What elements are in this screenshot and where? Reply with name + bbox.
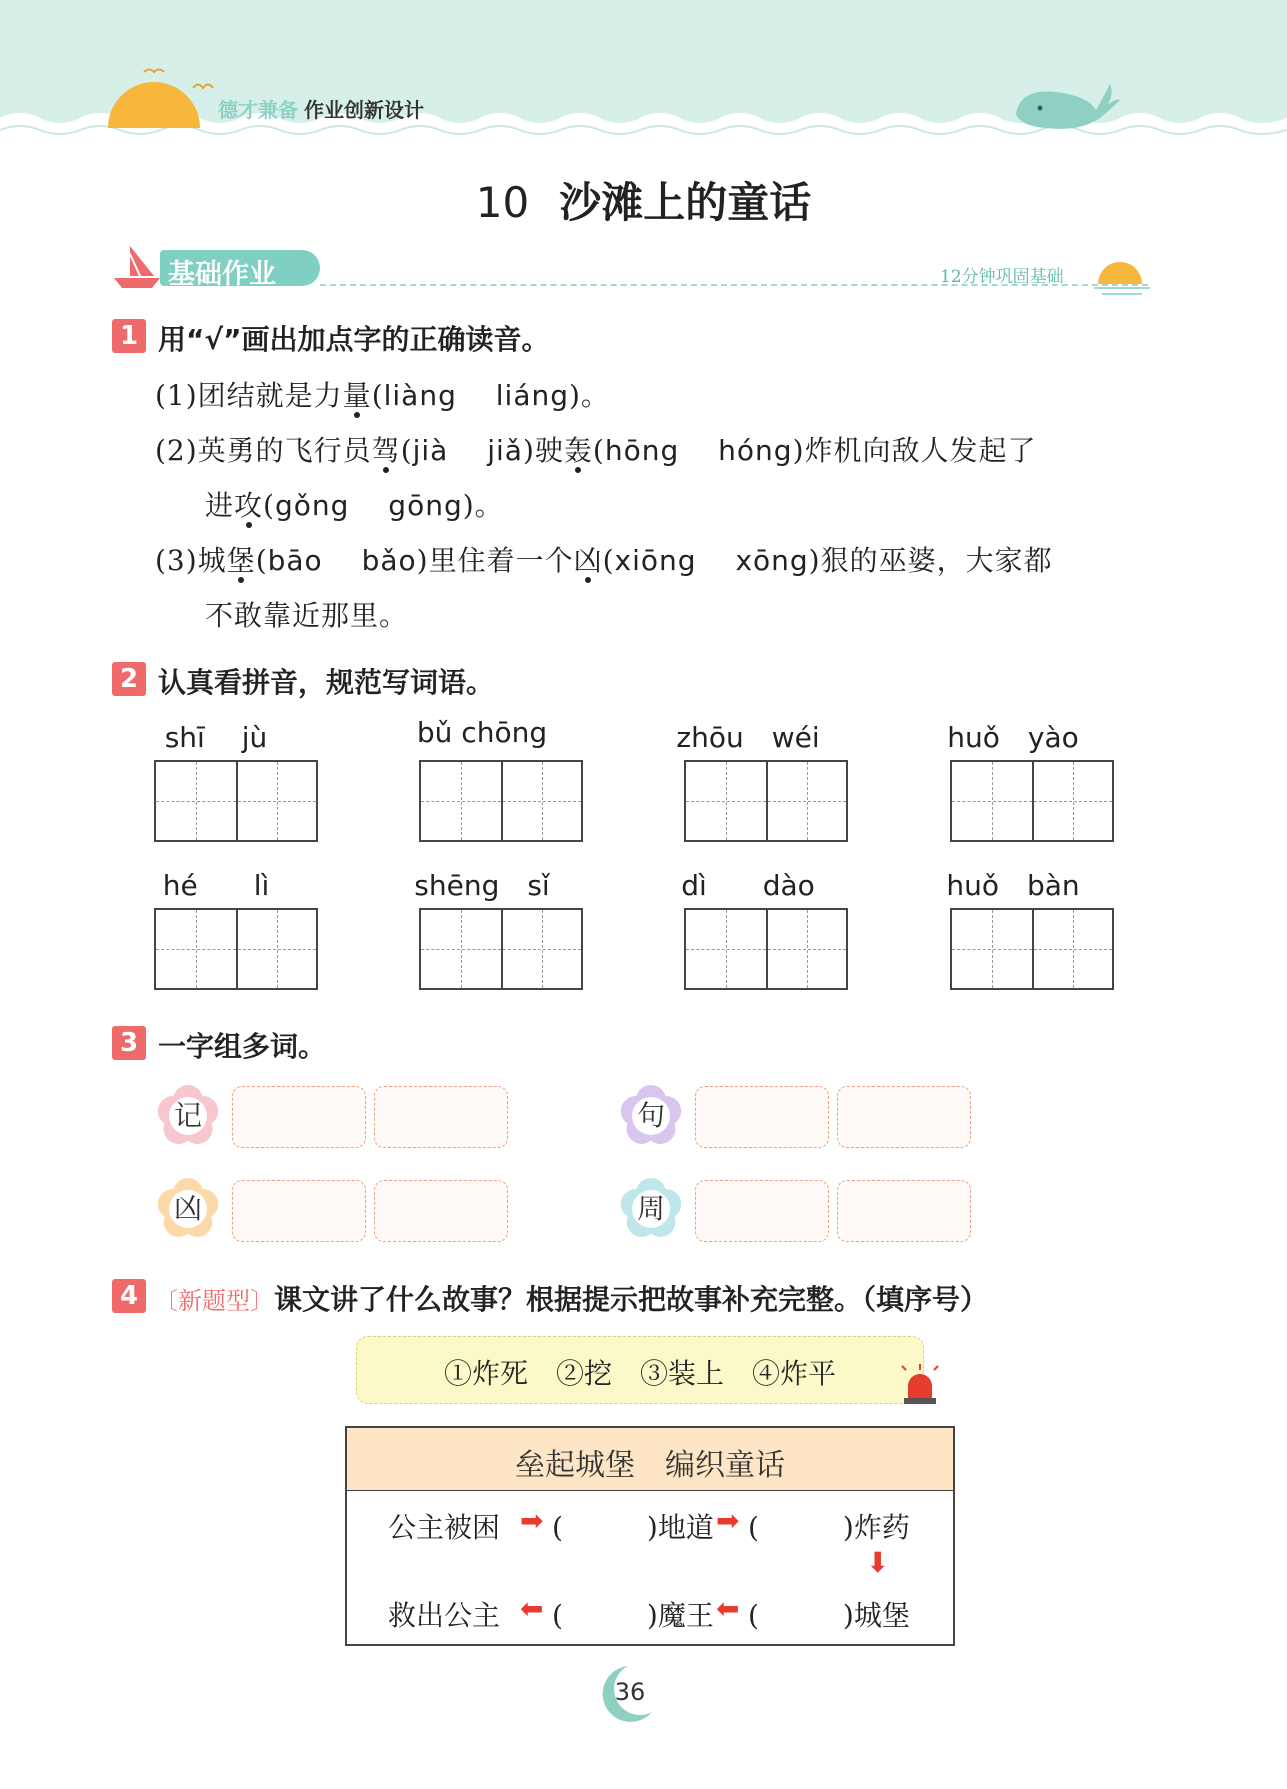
bird-icon bbox=[192, 80, 214, 92]
q1-text: ( bbox=[592, 434, 605, 467]
q4-prompt: 课文讲了什么故事？根据提示把故事补充完整。（填序号） bbox=[274, 1283, 989, 1316]
story-blank[interactable]: ( )炸药 bbox=[748, 1511, 910, 1544]
arrow-left-icon: ⬅ bbox=[520, 1592, 544, 1625]
lesson-name: 沙滩上的童话 bbox=[559, 178, 812, 227]
pinyin-label: hé lì bbox=[162, 869, 270, 902]
q1-text: )里住着一个 bbox=[416, 544, 574, 577]
grid-cell[interactable] bbox=[952, 910, 1032, 988]
writing-grid[interactable] bbox=[154, 760, 318, 842]
arrow-down-icon: ⬇ bbox=[866, 1546, 890, 1579]
timer-label: 12分钟巩固基础 bbox=[940, 267, 1064, 287]
answer-box[interactable] bbox=[232, 1180, 366, 1242]
pinyin-label: zhōu wéi bbox=[676, 721, 820, 754]
writing-grid[interactable] bbox=[684, 908, 848, 990]
q1-text: (2)英勇的飞行员 bbox=[155, 434, 372, 467]
pinyin-label: shī jù bbox=[164, 721, 268, 754]
q1-text: )狠的巫婆，大家都 bbox=[808, 544, 1053, 577]
q3-char: 记 bbox=[173, 1099, 202, 1132]
answer-box[interactable] bbox=[837, 1086, 971, 1148]
dotted-char: 轰 bbox=[563, 434, 593, 467]
sailboat-icon bbox=[110, 242, 162, 290]
grid-cell[interactable] bbox=[1032, 762, 1112, 840]
brand-primary: 德才兼备 bbox=[218, 98, 298, 122]
sun-icon bbox=[104, 62, 204, 132]
pinyin-label: huǒ bàn bbox=[946, 869, 1080, 902]
q3-char: 周 bbox=[636, 1192, 665, 1225]
story-blank[interactable]: ( )城堡 bbox=[748, 1599, 910, 1632]
writing-grid[interactable] bbox=[154, 908, 318, 990]
whale-icon bbox=[1010, 74, 1120, 134]
dotted-char: 量 bbox=[342, 379, 372, 412]
answer-box[interactable] bbox=[374, 1180, 508, 1242]
lesson-title bbox=[0, 170, 1287, 230]
q1-line-2 bbox=[155, 429, 1037, 469]
grid-cell[interactable] bbox=[236, 910, 316, 988]
q1-text: ( bbox=[400, 434, 413, 467]
new-type-tag: 〔新题型〕 bbox=[154, 1287, 274, 1315]
answer-box[interactable] bbox=[837, 1180, 971, 1242]
arrow-left-icon: ⬅ bbox=[716, 1592, 740, 1625]
grid-cell[interactable] bbox=[686, 762, 766, 840]
q1-text: ( bbox=[255, 544, 268, 577]
grid-cell[interactable] bbox=[686, 910, 766, 988]
grid-cell[interactable] bbox=[156, 762, 236, 840]
grid-cell[interactable] bbox=[1032, 910, 1112, 988]
alarm-light-icon bbox=[898, 1360, 942, 1406]
arrow-right-icon: ➡ bbox=[716, 1504, 740, 1537]
q1-text: )。 bbox=[569, 379, 610, 412]
q1-text: ( bbox=[602, 544, 615, 577]
q1-text: 进 bbox=[205, 489, 235, 522]
writing-grid[interactable] bbox=[950, 908, 1114, 990]
q2-prompt: 认真看拼音，规范写词语。 bbox=[158, 666, 495, 699]
story-blank[interactable]: ( )魔王 bbox=[552, 1599, 714, 1632]
grid-cell[interactable] bbox=[501, 910, 581, 988]
q4-prompt-line bbox=[154, 1278, 988, 1318]
grid-cell[interactable] bbox=[766, 910, 846, 988]
pinyin-options[interactable]: jià jiǎ bbox=[412, 434, 523, 467]
story-blank[interactable]: ( )地道 bbox=[552, 1511, 714, 1544]
q3-char: 句 bbox=[636, 1099, 665, 1132]
dotted-char: 堡 bbox=[226, 544, 256, 577]
writing-grid[interactable] bbox=[419, 760, 583, 842]
q1-text: )驶 bbox=[522, 434, 564, 467]
story-step: 公主被困 bbox=[388, 1511, 501, 1544]
grid-cell[interactable] bbox=[766, 762, 846, 840]
q1-text: )炸机向敌人发起了 bbox=[792, 434, 1037, 467]
dotted-char: 攻 bbox=[234, 489, 264, 522]
answer-box[interactable] bbox=[695, 1086, 829, 1148]
q1-number: 1 bbox=[112, 319, 146, 353]
pinyin-options[interactable]: liàng liáng bbox=[383, 379, 569, 412]
grid-cell[interactable] bbox=[952, 762, 1032, 840]
dotted-char: 凶 bbox=[573, 544, 603, 577]
grid-cell[interactable] bbox=[156, 910, 236, 988]
q3-number: 3 bbox=[112, 1026, 146, 1060]
dotted-char: 驾 bbox=[371, 434, 401, 467]
writing-grid[interactable] bbox=[950, 760, 1114, 842]
q3-char: 凶 bbox=[173, 1192, 202, 1225]
section-label: 基础作业 bbox=[168, 259, 276, 290]
brand-title bbox=[218, 94, 424, 123]
q1-line-1 bbox=[155, 374, 610, 414]
q1-text: ( bbox=[371, 379, 384, 412]
brand-secondary: 作业创新设计 bbox=[304, 98, 424, 122]
pinyin-options[interactable]: gǒng gōng bbox=[274, 489, 463, 522]
q4-number: 4 bbox=[112, 1279, 146, 1313]
q1-line-3 bbox=[205, 484, 504, 524]
writing-grid[interactable] bbox=[419, 908, 583, 990]
q2-number: 2 bbox=[112, 662, 146, 696]
grid-cell[interactable] bbox=[421, 762, 501, 840]
writing-grid[interactable] bbox=[684, 760, 848, 842]
pinyin-options[interactable]: hōng hóng bbox=[604, 434, 793, 467]
options-text: ①炸死 ②挖 ③装上 ④炸平 bbox=[443, 1357, 836, 1390]
q1-line-4 bbox=[155, 539, 1053, 579]
pinyin-label: huǒ yào bbox=[947, 721, 1079, 754]
pinyin-options[interactable]: xiōng xōng bbox=[614, 544, 809, 577]
page-number: 36 bbox=[614, 1678, 646, 1706]
arrow-right-icon: ➡ bbox=[520, 1504, 544, 1537]
pinyin-label: shēng sǐ bbox=[414, 869, 550, 902]
grid-cell[interactable] bbox=[421, 910, 501, 988]
grid-cell[interactable] bbox=[501, 762, 581, 840]
pinyin-options[interactable]: bāo bǎo bbox=[267, 544, 417, 577]
grid-cell[interactable] bbox=[236, 762, 316, 840]
answer-box[interactable] bbox=[695, 1180, 829, 1242]
pinyin-label: bǔ chōng bbox=[416, 716, 548, 749]
q1-text: )。 bbox=[462, 489, 504, 522]
story-table-title: 垒起城堡 编织童话 bbox=[515, 1448, 785, 1483]
sunset-icon bbox=[1094, 252, 1150, 298]
q1-text: (3)城 bbox=[155, 544, 227, 577]
q1-text: (1)团结就是力 bbox=[155, 379, 343, 412]
story-step: 救出公主 bbox=[388, 1599, 501, 1632]
q1-prompt: 用“√”画出加点字的正确读音。 bbox=[158, 323, 550, 356]
lesson-number: 10 bbox=[475, 178, 530, 227]
answer-box[interactable] bbox=[232, 1086, 366, 1148]
pinyin-label: dì dào bbox=[681, 869, 815, 902]
q1-text: ( bbox=[263, 489, 275, 522]
q1-line-5: 不敢靠近那里。 bbox=[205, 599, 409, 632]
q3-prompt: 一字组多词。 bbox=[158, 1030, 327, 1063]
answer-box[interactable] bbox=[374, 1086, 508, 1148]
